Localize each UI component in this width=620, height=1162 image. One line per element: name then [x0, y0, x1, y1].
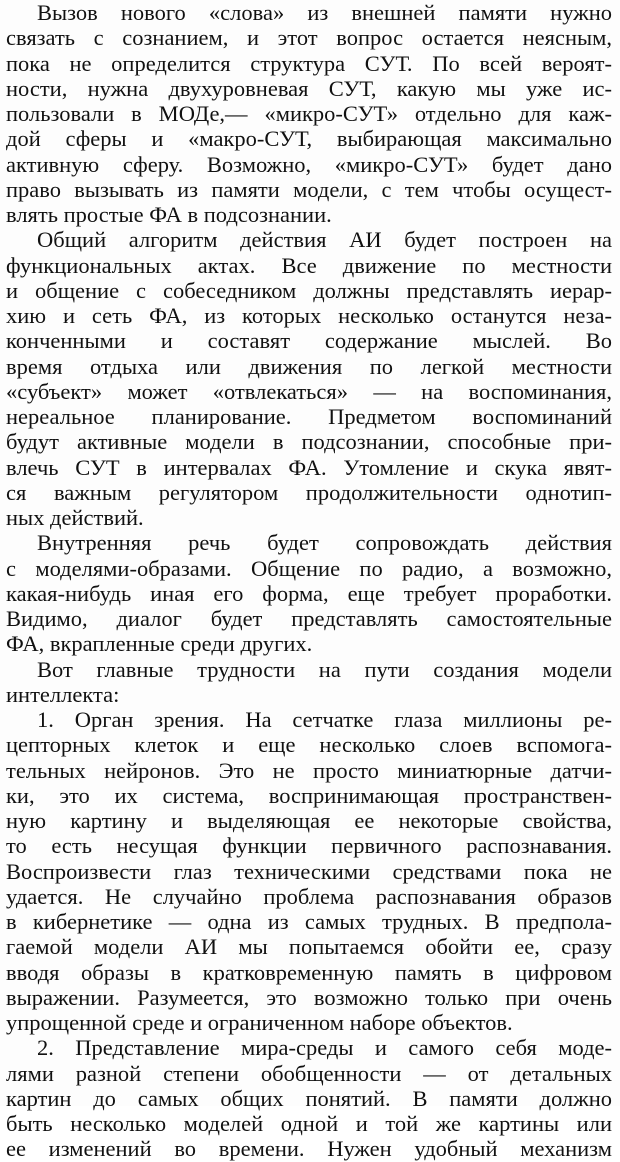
text-line: то есть несущая функции первичного распознавания. — [6, 833, 612, 859]
text-line: дой сферы и «макро-СУТ, выбирающая максимально — [6, 126, 612, 152]
text-line: Внутренняя речь будет сопровождать действия — [37, 530, 612, 556]
text-line: 1. Орган зрения. На сетчатке глаза миллионы ре- — [37, 707, 612, 732]
paragraph — [6, 657, 612, 708]
text-line: функциональных актах. Все движение по местности — [6, 252, 612, 278]
text-line: «субъект» может «отвлекаться» — на воспоминания, — [6, 378, 612, 404]
text-line: упрощенной среде и ограниченном наборе объектов. — [6, 1010, 513, 1035]
text-line: нереальное планирование. Предметом воспоминаний — [6, 404, 612, 429]
text-line: быть несколько моделей одной и той же картины или — [6, 1111, 612, 1136]
text-line: ся важным регулятором продолжительности однотип- — [6, 479, 612, 505]
text-line: Общий алгоритм действия АИ будет построен на — [37, 227, 612, 253]
paragraph — [6, 227, 612, 530]
text-line: ных действий. — [6, 505, 144, 530]
text-line: Воспроизвести глаз техническими средствами пока не — [6, 858, 612, 884]
text-line: удается. Не случайно проблема распознавания образов — [6, 883, 612, 909]
text-line: Видимо, диалог будет представлять самостоятельные — [6, 606, 612, 631]
text-line: право вызывать из памяти модели, с тем чтобы осущест- — [6, 176, 612, 202]
text-line: гаемой модели АИ мы попытаемся обойти ее, сразу — [6, 934, 612, 960]
text-line: время отдыха или движения по легкой местности — [6, 353, 612, 379]
paragraph — [6, 707, 612, 1035]
text-line: цепторных клеток и еще несколько слоев вспомога- — [6, 732, 612, 758]
text-line: активную сферу. Возможно, «микро-СУТ» будет дано — [6, 151, 612, 177]
text-line: связать с сознанием, и этот вопрос остается неясным, — [6, 25, 612, 51]
text-line: пользовали в МОДе,— «микро-СУТ» отдельно для каж- — [6, 101, 612, 126]
text-line: в кибернетике — одна из самых трудных. В предпола- — [6, 909, 612, 934]
text-line: ки, это их система, воспринимающая пространствен- — [6, 782, 612, 808]
text-line: ее изменений во времени. Нужен удобный механизм — [6, 1136, 612, 1162]
text-line: ФА, вкрапленные среди других. — [6, 631, 313, 657]
text-line: Вызов нового «слова» из внешней памяти нужно — [37, 0, 612, 25]
text-line: с моделями-образами. Общение по радио, а возможно, — [6, 555, 612, 581]
text-line: пока не определится структура СУТ. По всей вероят- — [6, 50, 612, 76]
paragraph — [6, 1035, 612, 1161]
text-line: ную картину и выделяющая ее некоторые свойства, — [6, 808, 612, 833]
text-line: лями разной степени обобщенности — от детальных — [6, 1060, 612, 1086]
paragraph — [6, 530, 612, 656]
text-line: влять простые ФА в подсознании. — [6, 202, 332, 227]
text-line: вводя образы в кратковременную память в цифровом — [6, 959, 612, 985]
text-line: тельных нейронов. Это не просто миниатюрные датчи- — [6, 757, 612, 783]
text-line: и общение с собеседником должны представлять иерар- — [6, 277, 612, 303]
text-line: картин до самых общих понятий. В памяти должно — [6, 1085, 612, 1111]
text-line: ности, нужна двухуровневая СУТ, какую мы уже ис- — [6, 75, 612, 101]
text-line: выражении. Разумеется, это возможно только при очень — [6, 984, 612, 1010]
text-line: Вот главные трудности на пути создания модели — [37, 656, 612, 682]
text-line: хию и сеть ФА, из которых несколько останутся неза- — [6, 303, 612, 328]
page-text — [6, 0, 612, 1162]
paragraph — [6, 0, 612, 227]
text-line: интеллекта: — [6, 681, 120, 707]
text-line: конченными и составят содержание мыслей. Во — [6, 328, 612, 354]
text-line: влечь СУТ в интервалах ФА. Утомление и скука явят- — [6, 454, 612, 480]
text-line: какая-нибудь иная его форма, еще требует проработки. — [6, 580, 612, 606]
text-line: 2. Представление мира-среды и самого себя моде- — [37, 1035, 612, 1061]
text-line: будут активные модели в подсознании, способные при- — [6, 429, 612, 455]
